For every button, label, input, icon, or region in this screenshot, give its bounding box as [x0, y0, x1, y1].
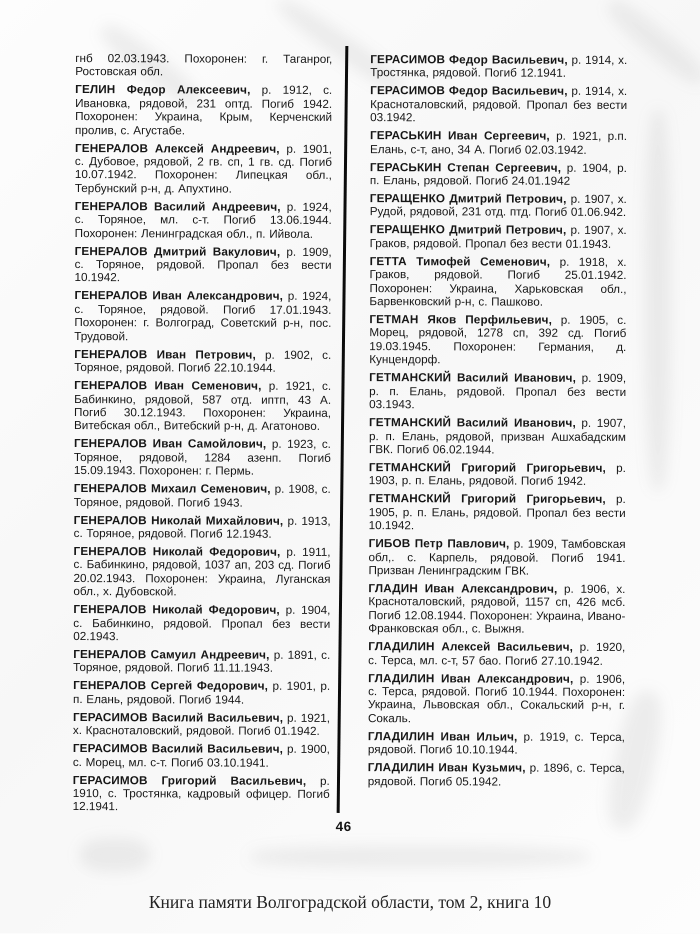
memorial-entry: ГИБОВ Петр Павлович, р. 1909, Тамбовская обл,. с. Карпель, рядовой. Погиб 1941. Призван Ленинградским ГВК.	[368, 537, 626, 578]
entry-person-name: ГЕТМАН Яков Перфильевич,	[369, 313, 553, 327]
entry-person-name: ГЕРАСИМОВ Григорий Васильевич,	[72, 773, 307, 788]
entry-person-name: ГЕРАСИМОВ Федор Васильевич,	[370, 53, 568, 67]
memorial-entry: ГЕЛИН Федор Алексеевич, р. 1912, с. Ивановка, рядовой, 231 оптд. Погиб 1942. Похоронен: Украина, Крым, Керченский пролив, с. Агустабе.	[75, 83, 333, 138]
entry-person-name: ГЕНЕРАЛОВ Иван Самойлович,	[73, 437, 267, 452]
memorial-column-left	[73, 52, 333, 819]
entry-person-name: ГЕНЕРАЛОВ Дмитрий Вакулович,	[74, 244, 281, 259]
entry-person-name: ГЕНЕРАЛОВ Самуил Андреевич,	[73, 648, 270, 662]
memorial-entry: ГЕНЕРАЛОВ Иван Александрович, р. 1924, с. Торяное, рядовой. Погиб 17.01.1943. Похоронен: г. Волгоград, Советский р-н, пос. Трудовой.	[74, 289, 332, 343]
entry-person-name: ГЕТМАНСКИЙ Григорий Григорьевич,	[368, 492, 606, 507]
memorial-entry: ГЕНЕРАЛОВ Дмитрий Вакулович, р. 1909, с. Торяное, рядовой. Пропал без вести 10.1942.	[74, 244, 332, 285]
memorial-entry: ГЕРАСИМОВ Василий Васильевич, р. 1900, с. Морец, мл. с-т. Погиб 03.10.1941.	[72, 742, 330, 770]
memorial-entry: ГЕТМАНСКИЙ Василий Иванович, р. 1909, р. п. Елань, рядовой. Пропал без вести 03.1943.	[369, 371, 627, 412]
memorial-entry: ГЛАДИЛИН Иван Ильич, р. 1919, с. Терса, рядовой. Погиб 10.10.1944.	[367, 729, 625, 757]
entry-person-name: ГЕЛИН Федор Алексеевич,	[75, 83, 251, 98]
entry-person-name: ГЕРАСЬКИН Степан Сергеевич,	[369, 160, 562, 175]
entry-person-name: ГЛАДИЛИН Иван Кузьмич,	[367, 761, 526, 775]
memorial-entry: ГЕНЕРАЛОВ Иван Семенович, р. 1921, с. Бабинкино, рядовой, 587 отд. иптп, 43 А. Погиб 30.12.1943. Похоронен: Украина, Витебская обл., Витебский р-н, д. Агатоново.	[73, 379, 332, 434]
entry-person-name: ГЛАДИН Иван Александрович,	[368, 582, 558, 596]
entry-person-name: ГЕТМАНСКИЙ Василий Иванович,	[369, 416, 576, 430]
entry-person-name: ГЕНЕРАЛОВ Иван Семенович,	[74, 379, 262, 393]
book-title-caption: Книга памяти Волгоградской области, том 2, книга 10	[148, 892, 552, 912]
entry-person-name: ГЕРАСИМОВ Василий Васильевич,	[72, 742, 284, 756]
memorial-entry: ГЕРАСИМОВ Григорий Васильевич, р. 1910, с. Тростянка, кадровый офицер. Погиб 12.1941.	[72, 773, 330, 814]
memorial-entry: ГЕНЕРАЛОВ Николай Федорович, р. 1911, с. Бабинкино, рядовой, 1037 ап, 203 сд. Погиб 20.02.1943. Похоронен: Украина, Луганская обл., х. Дубовской.	[73, 544, 331, 599]
memorial-entry: ГЛАДИЛИН Иван Александрович, р. 1906, с. Терса, рядовой. Погиб 10.1944. Похоронен: Украина, Львовская обл., Сокальский р-н, г. Сокаль.	[367, 671, 626, 725]
memorial-entry: ГЛАДИН Иван Александрович, р. 1906, х. Красноталовский, рядовой, 1157 сп, 426 мсб. Погиб 12.08.1944. Похоронен: Украина, Ивано-Франковская обл., с. Выжня.	[368, 582, 626, 636]
memorial-entry: ГЕРАЩЕНКО Дмитрий Петрович, р. 1907, х. Граков, рядовой. Пропал без вести 01.1943.	[369, 223, 627, 251]
memorial-entry: ГЕНЕРАЛОВ Самуил Андреевич, р. 1891, с. Торяное, рядовой. Погиб 11.11.1943.	[73, 648, 331, 676]
memorial-entry: ГЕТМАНСКИЙ Григорий Григорьевич, р. 1903, р. п. Елань, рядовой. Погиб 1942.	[368, 460, 626, 489]
entry-person-name: ГЕТТА Тимофей Семенович,	[369, 254, 551, 269]
entry-person-name: ГЕРАЩЕНКО Дмитрий Петрович,	[369, 223, 567, 238]
entry-person-name: ГЕНЕРАЛОВ Николай Федорович,	[73, 603, 280, 617]
column-divider-rule	[337, 46, 349, 813]
memorial-entry: ГЛАДИЛИН Иван Кузьмич, р. 1896, с. Терса, рядовой. Погиб 05.1942.	[367, 761, 625, 789]
memorial-entry: ГЕТМАНСКИЙ Василий Иванович, р. 1907, р. п. Елань, рядовой, призван Ашхабадским ГВК. Погиб 06.02.1944.	[368, 416, 627, 457]
entry-person-name: ГЕТМАНСКИЙ Василий Иванович,	[369, 371, 577, 386]
entry-person-name: ГЕНЕРАЛОВ Иван Александрович,	[74, 289, 284, 304]
entry-person-name: ГЕНЕРАЛОВ Михаил Семенович,	[73, 482, 271, 496]
memorial-entry: ГЕНЕРАЛОВ Алексей Андреевич, р. 1901, с. Дубовое, рядовой, 2 гв. сп, 1 гв. сд. Погиб 10.07.1942. Похоронен: Липецкая обл., Тербунский р-н, д. Апухтино.	[74, 141, 332, 196]
memorial-entry: ГЕТМАН Яков Перфильевич, р. 1905, с. Морец, рядовой, 1278 сп, 392 сд. Погиб 19.03.1945. Похоронен: Германия, д. Кунцендорф.	[369, 313, 627, 367]
memorial-entry: ГЕРАСИМОВ Федор Васильевич, р. 1914, х. Красноталовский, рядовой. Пропал без вести 03.1942.	[370, 84, 628, 125]
entry-person-name: ГЕРАЩЕНКО Дмитрий Петрович,	[369, 192, 567, 206]
entry-person-name: ГЕНЕРАЛОВ Сергей Федорович,	[73, 679, 269, 694]
memorial-entry: ГЕНЕРАЛОВ Иван Самойлович, р. 1923, с. Торяное, рядовой, 1284 азенп. Погиб 15.09.1943. Похоронен: г. Пермь.	[73, 437, 331, 478]
memorial-entry: ГЕРАСЬКИН Степан Сергеевич, р. 1904, р. п. Елань, рядовой. Погиб 24.01.1942	[369, 160, 627, 188]
entry-person-name: ГЛАДИЛИН Иван Александрович,	[368, 671, 574, 686]
entry-person-name: ГЕНЕРАЛОВ Алексей Андреевич,	[74, 141, 280, 156]
page-number: 46	[335, 818, 352, 835]
memorial-entry: гнб 02.03.1943. Похоронен: г. Таганрог, Ростовская обл.	[75, 52, 333, 79]
entry-person-name: ГЛАДИЛИН Иван Ильич,	[367, 729, 518, 744]
memorial-entry: ГЕНЕРАЛОВ Василий Андреевич, р. 1924, с. Торяное, мл. с-т. Погиб 13.06.1944. Похоронен: Ленинградская обл., п. Ийвола.	[74, 199, 332, 241]
memorial-entry: ГЕТМАНСКИЙ Григорий Григорьевич, р. 1905, р. п. Елань, рядовой. Пропал без вести 10.1942.	[368, 492, 626, 533]
memorial-entry: ГЕНЕРАЛОВ Сергей Федорович, р. 1901, р. п. Елань, рядовой. Погиб 1944.	[73, 679, 331, 707]
entry-person-name: ГЕНЕРАЛОВ Николай Федорович,	[73, 544, 281, 559]
memorial-entry: ГЕТТА Тимофей Семенович, р. 1918, х. Граков, рядовой. Погиб 25.01.1942. Похоронен: Украина, Харьковская обл., Барвенковский р-н, с. Пашково.	[369, 254, 627, 309]
entry-person-name: ГЕРАСИМОВ Василий Васильевич,	[72, 710, 284, 725]
entry-person-name: ГЕНЕРАЛОВ Василий Андреевич,	[74, 199, 281, 214]
memorial-entry: ГЕРАСИМОВ Федор Васильевич, р. 1914, х. Тростянка, рядовой. Погиб 12.1941.	[370, 53, 628, 81]
memorial-entry: ГЕНЕРАЛОВ Иван Петрович, р. 1902, с. Торяное, рядовой. Погиб 22.10.1944.	[74, 347, 332, 375]
memorial-entry: ГЕНЕРАЛОВ Николай Федорович, р. 1904, с. Бабинкино, рядовой. Пропал без вести 02.1943.	[73, 603, 331, 644]
memorial-entry: ГЕРАСЬКИН Иван Сергеевич, р. 1921, р.п. Елань, с-т, ано, 34 А. Погиб 02.03.1942.	[369, 129, 628, 157]
memorial-entry: ГЕРАСИМОВ Василий Васильевич, р. 1921, х. Красноталовский, рядовой. Погиб 01.1942.	[72, 710, 331, 739]
memorial-entry: ГЕНЕРАЛОВ Михаил Семенович, р. 1908, с. Торяное, рядовой. Погиб 1943.	[73, 482, 331, 510]
entry-person-name: ГЕНЕРАЛОВ Николай Михайлович,	[73, 513, 284, 528]
entry-person-name: ГЕНЕРАЛОВ Иван Петрович,	[74, 347, 256, 362]
memorial-column-right	[368, 53, 628, 793]
entry-person-name: ГЕРАСЬКИН Иван Сергеевич,	[370, 129, 550, 143]
entry-person-name: ГЕРАСИМОВ Федор Васильевич,	[370, 84, 568, 99]
entry-person-name: ГИБОВ Петр Павлович,	[368, 537, 510, 551]
memorial-entry: ГЕНЕРАЛОВ Николай Михайлович, р. 1913, с. Торяное, рядовой. Погиб 12.1943.	[73, 513, 331, 541]
entry-person-name: ГЛАДИЛИН Алексей Васильевич,	[368, 640, 574, 654]
memorial-entry: ГЛАДИЛИН Алексей Васильевич, р. 1920, с. Терса, мл. с-т, 57 бао. Погиб 27.10.1942.	[368, 640, 626, 668]
entry-person-name: ГЕТМАНСКИЙ Григорий Григорьевич,	[368, 460, 606, 475]
memorial-entry: ГЕРАЩЕНКО Дмитрий Петрович, р. 1907, х. Рудой, рядовой, 231 отд. птд. Погиб 01.06.942.	[369, 192, 627, 220]
